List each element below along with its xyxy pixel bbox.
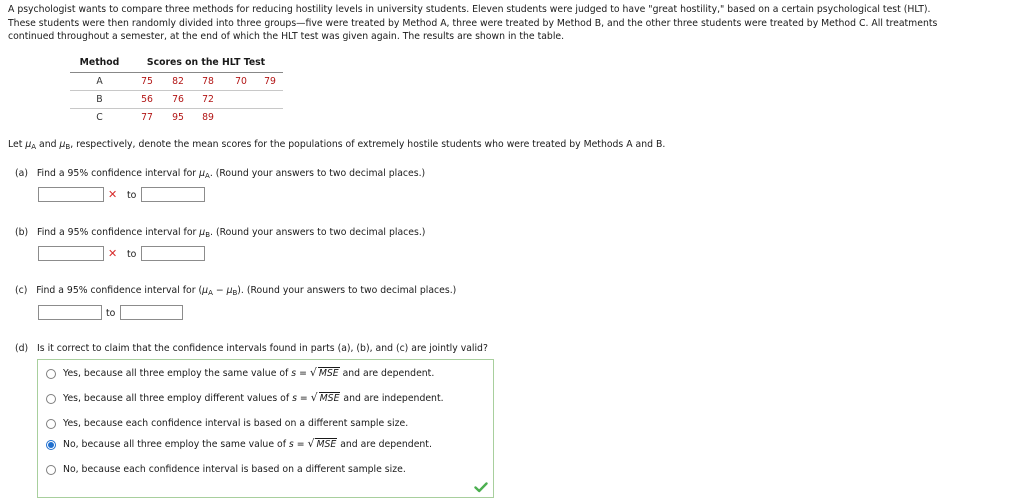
choice-text: Yes, because all three employ the same value of (63, 368, 292, 379)
part-text: Find a 95% confidence interval for (36, 168, 200, 179)
part-text-tail: . (Round your answers to two decimal places.) (209, 168, 426, 179)
to-label: to (127, 249, 137, 260)
score-cell: 79 (257, 73, 283, 91)
mu-symbol: μ (226, 285, 233, 296)
score-cell (257, 109, 283, 127)
subscript: B (65, 143, 71, 151)
part-text: Find a 95% confidence interval for (37, 227, 200, 238)
table-row (70, 73, 283, 91)
choice-label: Yes, because each confidence interval is based on a different sample size. (63, 418, 409, 429)
mu-symbol: μ (59, 139, 66, 150)
problem-intro (8, 3, 1018, 44)
method-cell: C (96, 112, 103, 123)
part-a-prompt (15, 168, 425, 179)
score-cell: 78 (191, 73, 225, 91)
equals-sign: = (296, 393, 311, 404)
s-variable: s (292, 393, 297, 404)
radio-button-selected[interactable] (46, 440, 56, 450)
score-cell: 75 (129, 73, 165, 91)
score-cell: 89 (202, 112, 214, 123)
radio-button[interactable] (46, 465, 56, 475)
scores-column-header: Scores on the HLT Test (129, 57, 283, 73)
part-text: Is it correct to claim that the confidence intervals found in parts (a), (b), and (c) are jointly valid? (37, 343, 488, 354)
score-cell: 76 (165, 91, 191, 109)
intro-line: These students were then randomly divided into three groups—five were treated by Method A, three were treated by Method B, and the other three students were treated by Method C. All treatments (8, 17, 938, 29)
score-cell (225, 91, 257, 109)
part-a-lower-input[interactable] (38, 187, 104, 202)
part-label: (b) (15, 227, 29, 238)
definition-part: , respectively, denote the mean scores for the populations of extremely hostile students who were treated by Methods A and B. (70, 139, 666, 150)
mse-text: MSE (318, 368, 339, 379)
radical-icon: √ (310, 391, 318, 404)
choice-text-tail: and are dependent. (337, 439, 432, 450)
score-cell: 56 (129, 91, 165, 109)
subscript: A (31, 143, 37, 151)
equals-sign: = (293, 439, 308, 450)
score-cell: 70 (225, 73, 257, 91)
to-label: to (127, 190, 137, 201)
method-cell: B (70, 91, 129, 109)
subscript: B (232, 289, 238, 297)
part-text-tail: . (Round your answers to two decimal places.) (210, 227, 426, 238)
radio-button[interactable] (46, 394, 56, 404)
x-mark-icon: ✕ (108, 247, 118, 260)
s-variable: s (288, 439, 294, 450)
score-cell: 72 (191, 91, 225, 109)
table-row (70, 109, 283, 127)
minus-sign: − (212, 285, 227, 296)
part-label: (d) (15, 343, 29, 354)
table-row (70, 91, 283, 109)
part-c-prompt (15, 285, 456, 296)
intro-line: continued throughout a semester, at the end of which the HLT test was given again. The results are shown in the table. (8, 31, 565, 43)
radio-button[interactable] (46, 419, 56, 429)
part-d-prompt (15, 343, 488, 354)
mse-text: MSE (319, 393, 340, 404)
mu-symbol: μ (202, 285, 209, 296)
sqrt-expression (307, 439, 337, 450)
x-mark-icon: ✕ (108, 188, 118, 201)
radio-button[interactable] (46, 369, 56, 379)
part-text-tail: ). (Round your answers to two decimal places.) (237, 285, 457, 296)
method-column-header: Method (70, 57, 129, 73)
subscript: A (208, 289, 213, 297)
choice-label (63, 368, 434, 379)
sqrt-expression (310, 368, 340, 379)
part-c-upper-input[interactable] (120, 305, 183, 320)
s-variable: s (291, 368, 297, 379)
choice-text: Yes, because all three employ different values of (63, 393, 293, 404)
mu-symbol: μ (199, 227, 206, 238)
definition-text (8, 139, 665, 150)
choice-label (63, 393, 444, 404)
mu-symbol: μ (199, 168, 206, 179)
subscript: B (205, 231, 211, 239)
part-b-lower-input[interactable] (38, 246, 104, 261)
checkmark-icon (474, 482, 488, 493)
subscript: A (205, 172, 210, 180)
part-a-upper-input[interactable] (141, 187, 205, 202)
part-label: (a) (15, 168, 28, 179)
part-b-prompt (15, 227, 425, 238)
mu-symbol: μ (25, 139, 32, 150)
sqrt-expression (311, 393, 341, 404)
to-label: to (106, 308, 116, 319)
radical-icon: √ (307, 437, 315, 450)
definition-part: Let (8, 139, 26, 150)
part-b-upper-input[interactable] (141, 246, 205, 261)
part-text: Find a 95% confidence interval for ( (36, 285, 203, 296)
choice-text-tail: and are independent. (340, 393, 444, 404)
choice-label (63, 439, 432, 450)
choice-label: No, because each confidence interval is based on a different sample size. (63, 464, 406, 475)
method-cell: A (70, 73, 129, 91)
score-cell: 82 (165, 73, 191, 91)
score-cell (257, 91, 283, 109)
score-cell (225, 109, 257, 127)
part-label: (c) (15, 285, 28, 296)
equals-sign: = (296, 368, 310, 379)
part-d-choices (37, 359, 494, 498)
mse-text: MSE (316, 439, 337, 450)
part-c-lower-input[interactable] (38, 305, 102, 320)
choice-text-tail: and are dependent. (339, 368, 435, 379)
hlt-scores-table (70, 57, 283, 126)
choice-text: No, because all three employ the same value of (63, 439, 289, 450)
definition-part: and (36, 139, 60, 150)
radical-icon: √ (309, 366, 317, 379)
table-header-row (70, 57, 283, 73)
score-cell: 77 (141, 112, 153, 123)
score-cell: 95 (172, 112, 184, 123)
intro-line: A psychologist wants to compare three methods for reducing hostility levels in university students. Eleven students were judged to have "great hostility," based on a certain psychological test (HLT). (8, 4, 931, 15)
